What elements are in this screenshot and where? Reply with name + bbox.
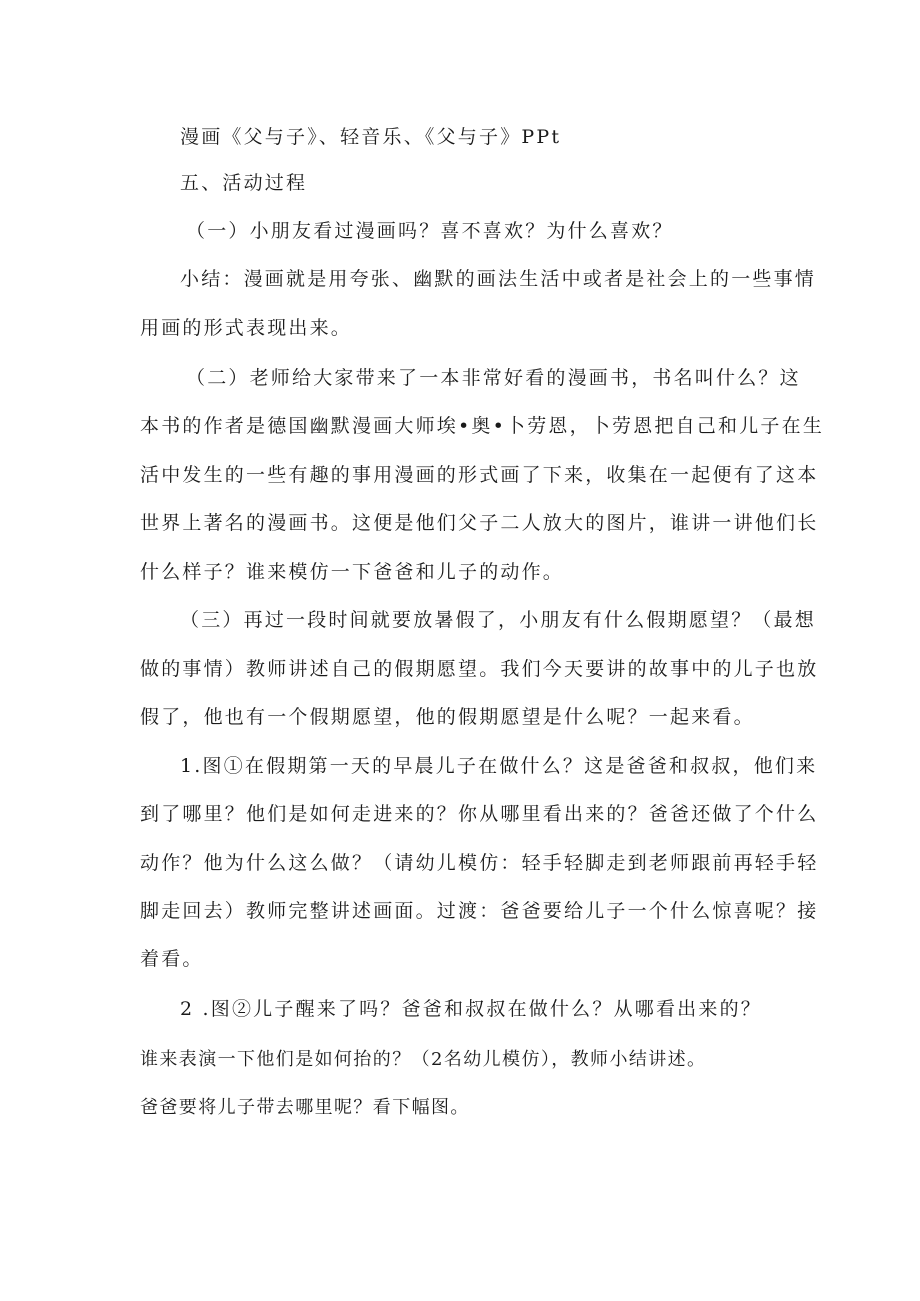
part2-line2: 本书的作者是德国幽默漫画大师埃•奥•卜劳恩，卜劳恩把自己和儿子在生 <box>140 415 825 437</box>
materials-line: 漫画《父与子》、轻音乐、《父与子》PPt <box>180 126 562 148</box>
item2-line3: 爸爸要将儿子带去哪里呢？看下幅图。 <box>140 1097 470 1118</box>
item1-line4: 脚走回去）教师完整讲述画面。过渡：爸爸要给儿子一个什么惊喜呢？接 <box>140 900 819 922</box>
item2-line1: 2 .图②儿子醒来了吗？爸爸和叔叔在做什么？从哪看出来的？ <box>180 998 762 1020</box>
part1-question: （一）小朋友看过漫画吗？喜不喜欢？为什么喜欢？ <box>186 220 674 242</box>
item2-line2: 谁来表演一下他们是如何抬的？（2名幼儿模仿），教师小结讲述。 <box>140 1049 707 1070</box>
part2-line3: 活中发生的一些有趣的事用漫画的形式画了下来，收集在一起便有了这本 <box>140 464 819 486</box>
part2-line4: 世界上著名的漫画书。这便是他们父子二人放大的图片，谁讲一讲他们长 <box>140 512 819 534</box>
part3-line3: 假了，他也有一个假期愿望，他的假期愿望是什么呢？一起来看。 <box>140 706 755 728</box>
item1-line2: 到了哪里？他们是如何走进来的？你从哪里看出来的？爸爸还做了个什么 <box>140 803 819 825</box>
item1-line5: 着看。 <box>140 948 204 970</box>
part2-line5: 什么样子？谁来模仿一下爸爸和儿子的动作。 <box>140 561 565 583</box>
part2-line1: （二）老师给大家带来了一本非常好看的漫画书，书名叫什么？这 <box>186 367 801 389</box>
part3-line1: （三）再过一段时间就要放暑假了，小朋友有什么假期愿望？（最想 <box>180 609 817 631</box>
part3-line2: 做的事情）教师讲述自己的假期愿望。我们今天要讲的故事中的儿子也放 <box>140 658 819 680</box>
item1-line1: 1.图①在假期第一天的早晨儿子在做什么？这是爸爸和叔叔，他们来 <box>180 755 818 777</box>
part1-summary-line1: 小结：漫画就是用夸张、幽默的画法生活中或者是社会上的一些事情 <box>180 268 817 290</box>
item1-line3: 动作？他为什么这么做？（请幼儿模仿：轻手轻脚走到老师跟前再轻手轻 <box>140 852 819 874</box>
part1-summary-line2: 用画的形式表现出来。 <box>140 317 353 339</box>
section-heading: 五、活动过程 <box>180 172 308 194</box>
